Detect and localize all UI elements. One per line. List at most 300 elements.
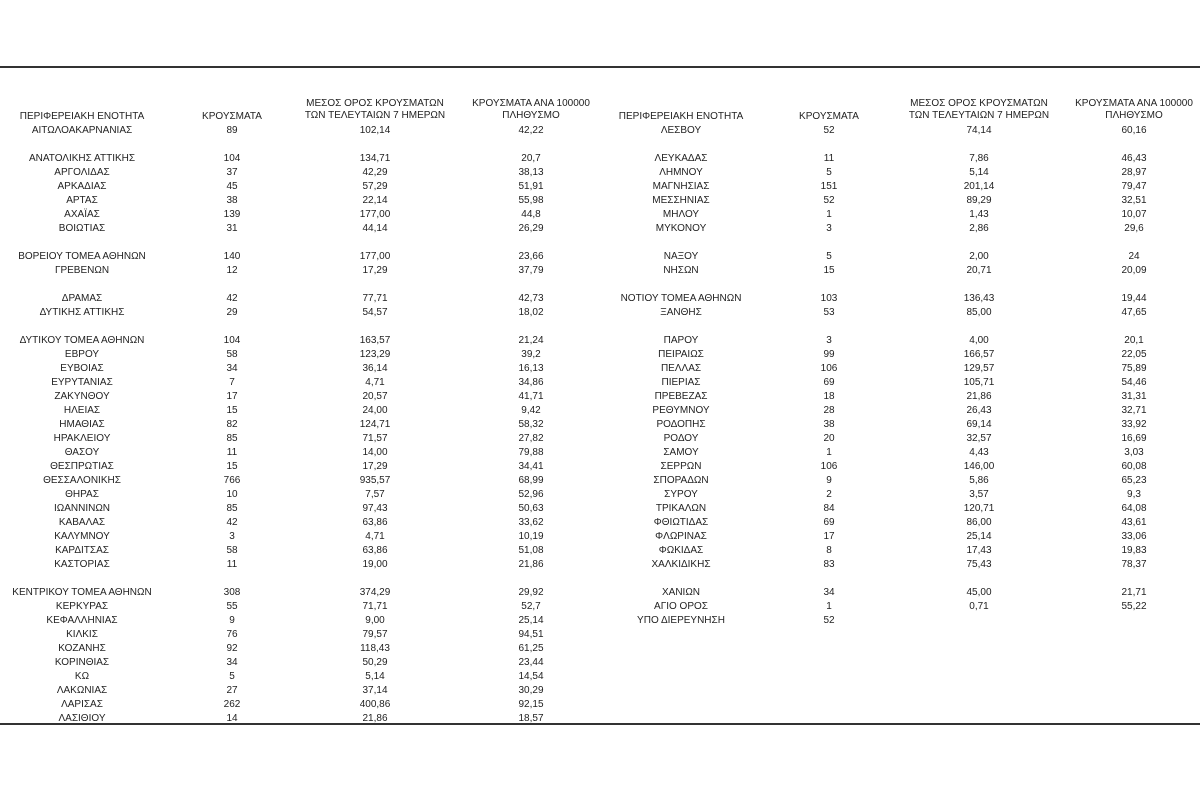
cases-cell: 31	[226, 223, 238, 234]
cases-cell: 9	[229, 615, 235, 626]
per100k-cell: 58,32	[518, 419, 544, 430]
region-cell: ΑΡΤΑΣ	[66, 195, 98, 206]
cases-cell: 14	[226, 713, 238, 724]
left-header-avg-2: ΤΩΝ ΤΕΛΕΥΤΑΙΩΝ 7 ΗΜΕΡΩΝ	[304, 110, 446, 121]
cases-cell: 53	[823, 307, 835, 318]
spacer-row	[600, 236, 1200, 250]
table-row	[0, 544, 600, 558]
avg-cell: 24,00	[362, 405, 388, 416]
region-cell: ΚΑΛΥΜΝΟΥ	[54, 531, 110, 542]
avg-cell: 4,71	[365, 531, 385, 542]
region-cell: ΒΟΙΩΤΙΑΣ	[58, 223, 106, 234]
table-row	[600, 390, 1200, 404]
avg-cell: 17,43	[966, 545, 992, 556]
table-row	[600, 614, 1200, 628]
per100k-cell: 51,91	[518, 181, 544, 192]
avg-cell: 201,14	[963, 181, 995, 192]
cases-cell: 106	[820, 461, 838, 472]
spacer-row	[0, 572, 600, 586]
cases-cell: 92	[226, 643, 238, 654]
avg-cell: 54,57	[362, 307, 388, 318]
cases-cell: 11	[823, 153, 835, 164]
cases-cell: 7	[229, 377, 235, 388]
cases-cell: 17	[823, 531, 835, 542]
cases-cell: 1	[826, 209, 832, 220]
per100k-cell: 32,51	[1121, 195, 1147, 206]
cases-cell: 69	[823, 377, 835, 388]
cases-cell: 27	[226, 685, 238, 696]
per100k-cell: 92,15	[518, 699, 544, 710]
cases-cell: 83	[823, 559, 835, 570]
right-header-per-2: ΠΛΗΘΥΣΜΟ	[1105, 110, 1163, 121]
avg-cell: 177,00	[359, 209, 391, 220]
avg-cell: 120,71	[963, 503, 995, 514]
avg-cell: 32,57	[966, 433, 992, 444]
table-row	[600, 432, 1200, 446]
cases-cell: 37	[226, 167, 238, 178]
region-cell: ΥΠΟ ΔΙΕΡΕΥΝΗΣΗ	[637, 615, 725, 626]
per100k-cell: 19,44	[1121, 293, 1147, 304]
cases-cell: 28	[823, 405, 835, 416]
cases-cell: 42	[226, 293, 238, 304]
region-cell: ΖΑΚΥΝΘΟΥ	[54, 391, 110, 402]
avg-cell: 50,29	[362, 657, 388, 668]
per100k-cell: 23,66	[518, 251, 544, 262]
avg-cell: 400,86	[359, 699, 391, 710]
right-header-avg-2: ΤΩΝ ΤΕΛΕΥΤΑΙΩΝ 7 ΗΜΕΡΩΝ	[908, 110, 1050, 121]
per100k-cell: 33,06	[1121, 531, 1147, 542]
table-row	[600, 124, 1200, 138]
region-cell: ΠΑΡΟΥ	[663, 335, 699, 346]
region-cell: ΛΕΥΚΑΔΑΣ	[654, 153, 708, 164]
table-row	[600, 250, 1200, 264]
region-cell: ΚΩ	[74, 671, 90, 682]
avg-cell: 19,00	[362, 559, 388, 570]
cases-cell: 151	[820, 181, 838, 192]
per100k-cell: 55,22	[1121, 601, 1147, 612]
region-cell: ΦΩΚΙΔΑΣ	[658, 545, 704, 556]
per100k-cell: 42,73	[518, 293, 544, 304]
table-row	[600, 600, 1200, 614]
per100k-cell: 51,08	[518, 545, 544, 556]
table-row	[0, 180, 600, 194]
per100k-cell: 16,69	[1121, 433, 1147, 444]
avg-cell: 79,57	[362, 629, 388, 640]
cases-cell: 766	[223, 475, 241, 486]
cases-cell: 106	[820, 363, 838, 374]
cases-cell: 42	[226, 517, 238, 528]
cases-cell: 89	[226, 125, 238, 136]
avg-cell: 1,43	[969, 209, 989, 220]
avg-cell: 4,43	[969, 447, 989, 458]
table-row	[0, 502, 600, 516]
table-row	[0, 516, 600, 530]
region-cell: ΕΒΡΟΥ	[64, 349, 100, 360]
avg-cell: 9,00	[365, 615, 385, 626]
cases-cell: 45	[226, 181, 238, 192]
table-row	[600, 544, 1200, 558]
per100k-cell: 18,57	[518, 713, 544, 724]
spacer-row	[600, 278, 1200, 292]
right-header-per-1: ΚΡΟΥΣΜΑΤΑ ΑΝΑ 100000	[1075, 98, 1193, 109]
table-row	[0, 362, 600, 376]
avg-cell: 4,00	[969, 335, 989, 346]
region-cell: ΘΕΣΣΑΛΟΝΙΚΗΣ	[43, 475, 121, 486]
avg-cell: 21,86	[966, 391, 992, 402]
avg-cell: 86,00	[966, 517, 992, 528]
per100k-cell: 9,3	[1127, 489, 1141, 500]
avg-cell: 75,43	[966, 559, 992, 570]
table-row	[600, 194, 1200, 208]
avg-cell: 44,14	[362, 223, 388, 234]
cases-cell: 11	[226, 559, 238, 570]
spacer-row	[0, 278, 600, 292]
table-row	[600, 558, 1200, 572]
table-row	[0, 166, 600, 180]
left-header-per-1: ΚΡΟΥΣΜΑΤΑ ΑΝΑ 100000	[472, 98, 590, 109]
cases-cell: 11	[226, 447, 238, 458]
avg-cell: 118,43	[360, 643, 390, 654]
table-row	[0, 334, 600, 348]
per100k-cell: 47,65	[1121, 307, 1147, 318]
per100k-cell: 60,16	[1121, 125, 1147, 136]
cases-cell: 99	[823, 349, 835, 360]
per100k-cell: 65,23	[1121, 475, 1147, 486]
table-row	[0, 292, 600, 306]
cases-cell: 15	[823, 265, 835, 276]
table-row	[0, 418, 600, 432]
region-cell: ΔΥΤΙΚΟΥ ΤΟΜΕΑ ΑΘΗΝΩΝ	[19, 335, 145, 346]
region-cell: ΤΡΙΚΑΛΩΝ	[655, 503, 707, 514]
avg-cell: 5,86	[969, 475, 989, 486]
cases-cell: 76	[226, 629, 238, 640]
avg-cell: 77,71	[362, 293, 388, 304]
region-cell: ΘΕΣΠΡΩΤΙΑΣ	[50, 461, 114, 472]
per100k-cell: 94,51	[518, 629, 544, 640]
table-row	[0, 404, 600, 418]
avg-cell: 134,71	[359, 153, 391, 164]
cases-cell: 34	[823, 587, 835, 598]
cases-cell: 3	[229, 531, 235, 542]
table-row	[600, 502, 1200, 516]
per100k-cell: 20,7	[521, 153, 541, 164]
per100k-cell: 79,47	[1121, 181, 1147, 192]
per100k-cell: 21,24	[518, 335, 544, 346]
per100k-cell: 30,29	[518, 685, 544, 696]
per100k-cell: 19,83	[1121, 545, 1147, 556]
cases-cell: 103	[820, 293, 838, 304]
region-cell: ΚΕΦΑΛΛΗΝΙΑΣ	[46, 615, 118, 626]
cases-cell: 10	[226, 489, 238, 500]
spacer-row	[600, 572, 1200, 586]
cases-cell: 52	[823, 125, 835, 136]
region-cell: ΙΩΑΝΝΙΝΩΝ	[53, 503, 111, 514]
table-row	[0, 250, 600, 264]
region-cell: ΜΥΚΟΝΟΥ	[655, 223, 707, 234]
cases-cell: 85	[226, 503, 238, 514]
region-cell: ΗΜΑΘΙΑΣ	[59, 419, 105, 430]
cases-cell: 84	[823, 503, 835, 514]
avg-cell: 21,86	[362, 713, 388, 724]
region-cell: ΣΕΡΡΩΝ	[660, 461, 702, 472]
avg-cell: 163,57	[359, 335, 391, 346]
avg-cell: 71,71	[362, 601, 388, 612]
table-row	[0, 558, 600, 572]
table-row	[600, 404, 1200, 418]
per100k-cell: 50,63	[518, 503, 544, 514]
table-row	[0, 124, 600, 138]
avg-cell: 136,43	[963, 293, 995, 304]
region-cell: ΚΟΖΑΝΗΣ	[58, 643, 106, 654]
per100k-cell: 61,25	[518, 643, 544, 654]
avg-cell: 14,00	[362, 447, 388, 458]
cases-cell: 55	[226, 601, 238, 612]
table-row	[0, 628, 600, 642]
avg-cell: 89,29	[966, 195, 992, 206]
spacer-row	[600, 320, 1200, 334]
cases-cell: 20	[823, 433, 835, 444]
per100k-cell: 3,03	[1124, 447, 1144, 458]
region-cell: ΒΟΡΕΙΟΥ ΤΟΜΕΑ ΑΘΗΝΩΝ	[18, 251, 146, 262]
per100k-cell: 52,7	[521, 601, 541, 612]
table-row	[0, 208, 600, 222]
table-row	[0, 670, 600, 684]
region-cell: ΠΕΛΛΑΣ	[660, 363, 702, 374]
table-row	[600, 488, 1200, 502]
table-row	[600, 292, 1200, 306]
table-row	[600, 418, 1200, 432]
per100k-cell: 32,71	[1121, 405, 1147, 416]
region-cell: ΛΑΚΩΝΙΑΣ	[56, 685, 108, 696]
region-cell: ΜΑΓΝΗΣΙΑΣ	[652, 181, 710, 192]
table-row	[0, 488, 600, 502]
avg-cell: 5,14	[969, 167, 989, 178]
cases-cell: 139	[223, 209, 241, 220]
region-cell: ΝΑΞΟΥ	[663, 251, 699, 262]
cases-cell: 140	[223, 251, 241, 262]
avg-cell: 85,00	[966, 307, 992, 318]
per100k-cell: 22,05	[1121, 349, 1147, 360]
region-cell: ΔΥΤΙΚΗΣ ΑΤΤΙΚΗΣ	[39, 307, 125, 318]
region-cell: ΠΙΕΡΙΑΣ	[661, 377, 701, 388]
table-row	[0, 222, 600, 236]
cases-cell: 58	[226, 545, 238, 556]
avg-cell: 45,00	[966, 587, 992, 598]
cases-cell: 85	[226, 433, 238, 444]
region-cell: ΘΗΡΑΣ	[65, 489, 99, 500]
region-cell: ΚΑΣΤΟΡΙΑΣ	[54, 559, 110, 570]
right-header-avg-1: ΜΕΣΟΣ ΟΡΟΣ ΚΡΟΥΣΜΑΤΩΝ	[910, 98, 1048, 109]
table-row	[0, 698, 600, 712]
cases-cell: 34	[226, 657, 238, 668]
avg-cell: 105,71	[963, 377, 995, 388]
avg-cell: 42,29	[362, 167, 388, 178]
per100k-cell: 21,71	[1121, 587, 1147, 598]
region-cell: ΧΑΛΚΙΔΙΚΗΣ	[651, 559, 711, 570]
right-header-cases: ΚΡΟΥΣΜΑΤΑ	[799, 111, 859, 122]
table-row	[0, 152, 600, 166]
per100k-cell: 23,44	[518, 657, 544, 668]
avg-cell: 25,14	[966, 531, 992, 542]
region-cell: ΑΓΙΟ ΟΡΟΣ	[654, 601, 708, 612]
region-cell: ΑΝΑΤΟΛΙΚΗΣ ΑΤΤΙΚΗΣ	[28, 153, 136, 164]
region-cell: ΗΡΑΚΛΕΙΟΥ	[53, 433, 111, 444]
per100k-cell: 52,96	[518, 489, 544, 500]
avg-cell: 129,57	[963, 363, 995, 374]
avg-cell: 935,57	[359, 475, 391, 486]
per100k-cell: 29,92	[518, 587, 544, 598]
avg-cell: 36,14	[362, 363, 388, 374]
region-cell: ΗΛΕΙΑΣ	[63, 405, 101, 416]
table-row	[600, 530, 1200, 544]
per100k-cell: 21,86	[518, 559, 544, 570]
region-cell: ΛΑΣΙΘΙΟΥ	[58, 713, 106, 724]
avg-cell: 37,14	[362, 685, 388, 696]
region-cell: ΡΟΔΟΠΗΣ	[656, 419, 706, 430]
per100k-cell: 16,13	[518, 363, 544, 374]
table-row	[600, 460, 1200, 474]
cases-cell: 82	[226, 419, 238, 430]
region-cell: ΛΑΡΙΣΑΣ	[61, 699, 103, 710]
cases-cell: 308	[223, 587, 241, 598]
per100k-cell: 42,22	[518, 125, 544, 136]
region-cell: ΚΕΡΚΥΡΑΣ	[55, 601, 109, 612]
region-cell: ΕΥΒΟΙΑΣ	[60, 363, 104, 374]
avg-cell: 22,14	[362, 195, 388, 206]
spacer-row	[0, 320, 600, 334]
cases-cell: 17	[226, 391, 238, 402]
cases-cell: 1	[826, 601, 832, 612]
per100k-cell: 31,31	[1121, 391, 1147, 402]
region-cell: ΝΗΣΩΝ	[663, 265, 699, 276]
region-cell: ΚΕΝΤΡΙΚΟΥ ΤΟΜΕΑ ΑΘΗΝΩΝ	[12, 587, 152, 598]
avg-cell: 63,86	[362, 517, 388, 528]
per100k-cell: 29,6	[1124, 223, 1144, 234]
region-cell: ΚΙΛΚΙΣ	[66, 629, 98, 640]
right-table-body	[600, 124, 1200, 628]
table-row	[600, 166, 1200, 180]
per100k-cell: 46,43	[1121, 153, 1147, 164]
per100k-cell: 14,54	[518, 671, 544, 682]
per100k-cell: 10,19	[518, 531, 544, 542]
region-cell: ΛΗΜΝΟΥ	[659, 167, 703, 178]
region-cell: ΛΕΣΒΟΥ	[660, 125, 702, 136]
region-cell: ΚΟΡΙΝΘΙΑΣ	[54, 657, 110, 668]
table-row	[600, 348, 1200, 362]
per100k-cell: 20,1	[1124, 335, 1144, 346]
table-row	[0, 306, 600, 320]
table-row	[600, 376, 1200, 390]
region-cell: ΠΡΕΒΕΖΑΣ	[654, 391, 708, 402]
per100k-cell: 68,99	[518, 475, 544, 486]
region-cell: ΑΙΤΩΛΟΑΚΑΡΝΑΝΙΑΣ	[31, 125, 133, 136]
table-row	[0, 376, 600, 390]
per100k-cell: 33,92	[1121, 419, 1147, 430]
avg-cell: 71,57	[362, 433, 388, 444]
cases-cell: 52	[823, 195, 835, 206]
avg-cell: 124,71	[359, 419, 391, 430]
left-table-body	[0, 124, 600, 726]
avg-cell: 2,00	[969, 251, 989, 262]
avg-cell: 5,14	[365, 671, 385, 682]
table-row	[0, 712, 600, 726]
region-cell: ΦΛΩΡΙΝΑΣ	[655, 531, 707, 542]
per100k-cell: 64,08	[1121, 503, 1147, 514]
cases-cell: 12	[226, 265, 238, 276]
region-cell: ΜΕΣΣΗΝΙΑΣ	[652, 195, 710, 206]
region-cell: ΣΑΜΟΥ	[663, 447, 699, 458]
region-cell: ΕΥΡΥΤΑΝΙΑΣ	[51, 377, 113, 388]
table-row	[0, 586, 600, 600]
per100k-cell: 41,71	[518, 391, 544, 402]
cases-cell: 38	[823, 419, 835, 430]
table-row	[0, 642, 600, 656]
cases-cell: 69	[823, 517, 835, 528]
left-header-region: ΠΕΡΙΦΕΡΕΙΑΚΗ ΕΝΟΤΗΤΑ	[19, 111, 145, 122]
avg-cell: 20,71	[966, 265, 992, 276]
table-row	[600, 474, 1200, 488]
per100k-cell: 33,62	[518, 517, 544, 528]
avg-cell: 63,86	[362, 545, 388, 556]
per100k-cell: 10,07	[1121, 209, 1147, 220]
table-row	[600, 446, 1200, 460]
table-row	[0, 614, 600, 628]
cases-cell: 15	[226, 405, 238, 416]
region-cell: ΓΡΕΒΕΝΩΝ	[54, 265, 110, 276]
table-row	[600, 152, 1200, 166]
avg-cell: 57,29	[362, 181, 388, 192]
region-cell: ΑΡΚΑΔΙΑΣ	[57, 181, 107, 192]
region-cell: ΝΟΤΙΟΥ ΤΟΜΕΑ ΑΘΗΝΩΝ	[620, 293, 742, 304]
cases-cell: 5	[826, 167, 832, 178]
avg-cell: 69,14	[966, 419, 992, 430]
table-row	[600, 180, 1200, 194]
avg-cell: 20,57	[362, 391, 388, 402]
spacer-row	[0, 236, 600, 250]
per100k-cell: 79,88	[518, 447, 544, 458]
avg-cell: 177,00	[359, 251, 391, 262]
per100k-cell: 60,08	[1121, 461, 1147, 472]
table-row	[600, 208, 1200, 222]
avg-cell: 3,57	[969, 489, 989, 500]
cases-cell: 8	[826, 545, 832, 556]
region-cell: ΘΑΣΟΥ	[64, 447, 100, 458]
table-row	[600, 306, 1200, 320]
table-row	[600, 586, 1200, 600]
cases-cell: 5	[229, 671, 235, 682]
table-row	[0, 390, 600, 404]
region-cell: ΣΠΟΡΑΔΩΝ	[653, 475, 709, 486]
avg-cell: 7,86	[969, 153, 989, 164]
per100k-cell: 28,97	[1121, 167, 1147, 178]
cases-cell: 3	[826, 223, 832, 234]
left-header-avg-1: ΜΕΣΟΣ ΟΡΟΣ ΚΡΟΥΣΜΑΤΩΝ	[306, 98, 444, 109]
region-cell: ΡΟΔΟΥ	[663, 433, 699, 444]
region-cell: ΡΕΘΥΜΝΟΥ	[652, 405, 710, 416]
table-row	[0, 600, 600, 614]
avg-cell: 7,57	[365, 489, 385, 500]
table-row	[0, 474, 600, 488]
cases-cell: 15	[226, 461, 238, 472]
per100k-cell: 34,86	[518, 377, 544, 388]
spacer-row	[0, 138, 600, 152]
per100k-cell: 39,2	[521, 349, 541, 360]
right-header-region: ΠΕΡΙΦΕΡΕΙΑΚΗ ΕΝΟΤΗΤΑ	[618, 111, 744, 122]
avg-cell: 166,57	[963, 349, 995, 360]
per100k-cell: 20,09	[1121, 265, 1147, 276]
left-header-per-2: ΠΛΗΘΥΣΜΟ	[502, 110, 560, 121]
region-cell: ΠΕΙΡΑΙΩΣ	[658, 349, 704, 360]
